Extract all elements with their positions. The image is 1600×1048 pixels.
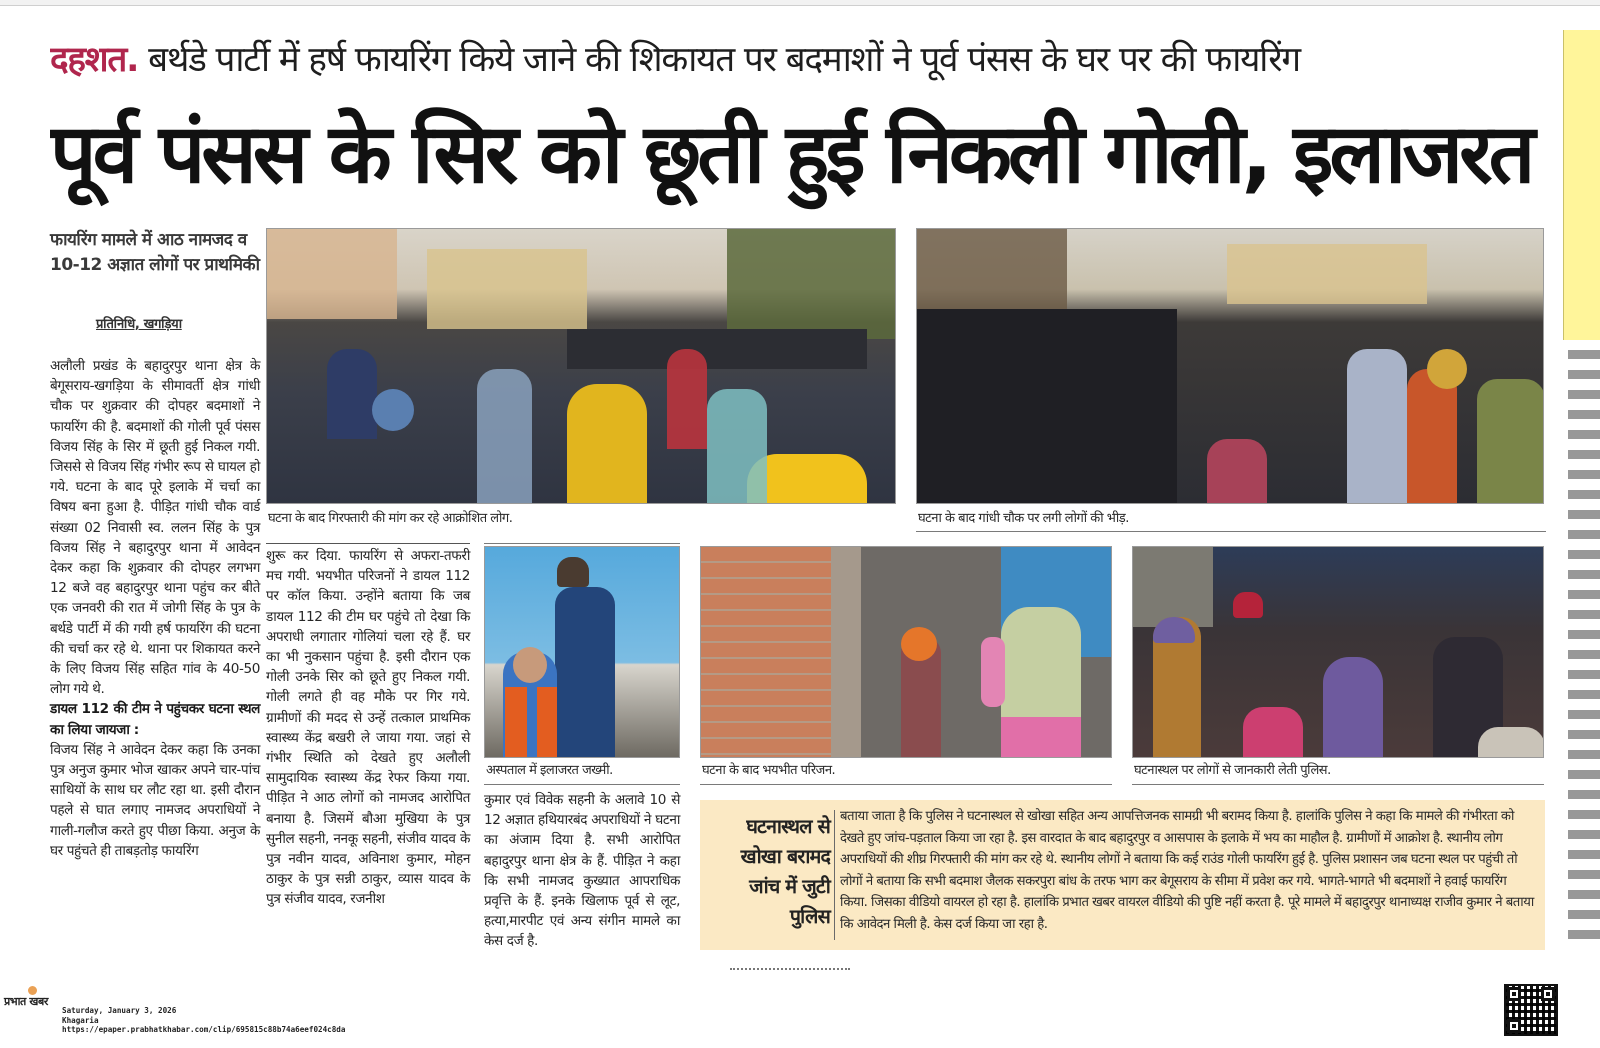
photo-caption: घटना के बाद गिरफ्तारी की मांग कर रहे आक्रोशित लोग. — [268, 511, 513, 526]
inline-subheading: डायल 112 की टीम ने पहुंचकर घटना स्थल का लिया जायजा : — [50, 701, 260, 738]
paragraph: विजय सिंह ने आवेदन देकर कहा कि उनका पुत्र अनुज कुमार भोज खाकर अपने चार-पांच साथियों के साथ घर लौट रहा था. इसी दौरान पहले से घात लगाए नामजद अपराधियों ने गाली-गलौज करते हुए पीछा किया. अनुज के घर पहुंचते ही ताबड़तोड़ फायरिंग — [50, 741, 260, 859]
kicker-line — [50, 34, 1550, 86]
photo-crowd-demanding-arrest — [266, 228, 896, 504]
article-column-1 — [50, 356, 260, 861]
photo-police-inquiry — [1132, 546, 1544, 758]
kicker-text: बर्थडे पार्टी में हर्ष फायरिंग किये जाने की शिकायत पर बदमाशों ने पूर्व पंसस के घर पर की फायरिंग — [148, 40, 1300, 80]
paragraph: अलौली प्रखंड के बहादुरपुर थाना क्षेत्र के बेगूसराय-खगड़िया के सीमावर्ती क्षेत्र गांधी चौक पर शुक्रवार की दोपहर बदमाशों ने फायरिंग की है. बदमाशों की गोली पूर्व पंसस विजय सिंह के सिर में छूती हुई निकल गयी. जिससे से विजय सिंह गंभीर रूप से घायल हो गये. घटना के बाद पूरे इलाके में चर्चा का विषय बना हुआ है. पीड़ित गांधी चौक वार्ड संख्या 02 निवासी स्व. ललन सिंह के पुत्र विजय सिंह ने बहादुरपुर थाना में आवेदन देकर कहा कि शुक्रवार की दोपहर लगभग 12 बजे वह बहादुरपुर थाना पहुंच कर बीते एक जनवरी की रात में जोगी सिंह के पुत्र के बर्थडे पार्टी में की गयी हर्ष फायरिंग की घटना की चर्चा कर रहे थे. थाना पर शिकायत करने के लिए विजय सिंह सहित गांव के 40-50 लोग गये थे. — [50, 358, 260, 698]
sidebar-box-divider — [834, 810, 835, 940]
publisher-logo — [4, 994, 48, 1009]
logo-sun-icon — [28, 986, 37, 995]
caption-divider — [484, 543, 680, 544]
subhead: फायरिंग मामले में आठ नामजद व 10-12 अज्ञात लोगों पर प्राथमिकी — [50, 230, 260, 275]
photo-caption: घटना के बाद गांधी चौक पर लगी लोगों की भीड़. — [918, 511, 1129, 526]
caption-divider — [484, 784, 680, 785]
photo-caption: घटना के बाद भयभीत परिजन. — [702, 763, 836, 778]
photo-caption: अस्पताल में इलाजरत जख्मी. — [486, 763, 613, 778]
sidebar-box-body: बताया जाता है कि पुलिस ने घटनास्थल से खोखा सहित अन्य आपत्तिजनक सामग्री भी बरामद किया है. हालांकि पुलिस ने कहा कि मामले की गंभीरता को देखते हुए जांच-पड़ताल किया जा रहा है. इस वारदात के बाद बहादुरपुर व आसपास के इलाके में भय का माहौल है. ग्रामीणों में आक्रोश है. स्थानीय लोग अपराधियों की शीघ्र गिरफ्तारी की मांग कर रहे थे. स्थानीय लोगों ने बताया कि कई राउंड गोली फायरिंग हुई है. पुलिस प्रशासन जब घटना स्थल पर पहुंची तो लोगों ने बताया कि सभी बदमाश जैलक सकरपुरा बांध के तरफ भाग कर बेगूसराय के सीमा में प्रवेश कर गये. भागते-भागते भी बदमाशों ने हवाई फायरिंग किया. जिसका वीडियो वायरल हो रहा है. हालांकि प्रभात खबर वायरल वीडियो की पुष्टि नहीं करता है. पूरे मामले में बहादुरपुर थानाध्यक्ष राजीव कुमार ने बताया कि आवेदन मिली है. केस दर्ज किया जा रहा है. — [840, 809, 1534, 932]
publisher-logo-text: प्रभात खबर — [4, 995, 48, 1008]
qr-code-icon[interactable] — [1504, 984, 1558, 1036]
footer-rule — [730, 968, 850, 970]
paragraph: कुमार एवं विवेक सहनी के अलावे 10 से 12 अज्ञात हथियारबंद अपराधियों ने घटना का अंजाम दिया है. सभी आरोपित बहादुरपुर थाना क्षेत्र के हैं. पीड़ित ने कहा कि सभी नामजद कुख्यात आपराधिक प्रवृत्ति के हैं. इनके खिलाफ पूर्व से लूट, हत्या,मारपीट एवं अन्य संगीन मामले का केस दर्ज है. — [484, 792, 680, 950]
adjacent-article-text — [1568, 350, 1600, 950]
headline: पूर्व पंसस के सिर को छूती हुई निकली गोली, इलाजरत — [50, 107, 1532, 202]
paragraph: शुरू कर दिया. फायरिंग से अफरा-तफरी मच गयी. भयभीत परिजनों ने डायल 112 पर कॉल किया. उन्होंने बताया कि जब डायल 112 की टीम घर पहुंचे तो देखा कि अपराधी लगातार गोलियां चला रहे हैं. घर का भी नुकसान पहुंचा है. इसी दौरान एक गोली उनके सिर को छूते हुए निकल गयी. गोली लगते ही वह मौके पर गिर गये. ग्रामीणों की मदद से उन्हें तत्काल प्राथमिक स्वास्थ्य केंद्र बखरी ले जाया गया. जहां से गंभीर स्थिति को देखते हुए अलौली सामुदायिक स्वास्थ्य केंद्र रेफर किया गया. पीड़ित ने आठ लोगों को नामजद आरोपित बनाया है. जिसमें बौआ मुखिया के पुत्र सुनील सहनी, ननकू सहनी, संजीव यादव के पुत्र नवीन यादव, अविनाश कुमार, मोहन ठाकुर के पुत्र सन्नी ठाकुर, व्यास यादव के पुत्र संजीव यादव, रजनीश — [266, 548, 470, 908]
byline: प्रतिनिधि, खगड़िया — [96, 317, 182, 332]
caption-divider — [1132, 784, 1544, 785]
photo-caption: घटनास्थल पर लोगों से जानकारी लेती पुलिस. — [1134, 763, 1331, 778]
sidebar-box-heading: घटनास्थल से खोखा बरामद जांच में जुटी पुलिस — [740, 815, 830, 928]
caption-divider — [916, 531, 1546, 532]
sidebar-box — [700, 800, 1545, 950]
article-column-3 — [484, 790, 680, 952]
edition-name: Khagaria — [62, 1015, 99, 1025]
caption-divider — [700, 784, 1112, 785]
photo-crowd-gandhi-chowk — [916, 228, 1544, 504]
edition-date: Saturday, January 3, 2026 — [62, 1006, 177, 1015]
clip-url[interactable]: https://epaper.prabhatkhabar.com/clip/695815c88b74a6eef024c8da — [62, 1025, 346, 1034]
article-column-2 — [266, 543, 470, 910]
photo-frightened-family — [700, 546, 1112, 758]
kicker-tag: दहशत. — [50, 40, 139, 80]
page-top-rule — [0, 0, 1600, 6]
adjacent-article-sliver — [1563, 30, 1600, 340]
photo-injured-in-hospital — [484, 546, 680, 758]
clip-metadata — [62, 1006, 345, 1035]
